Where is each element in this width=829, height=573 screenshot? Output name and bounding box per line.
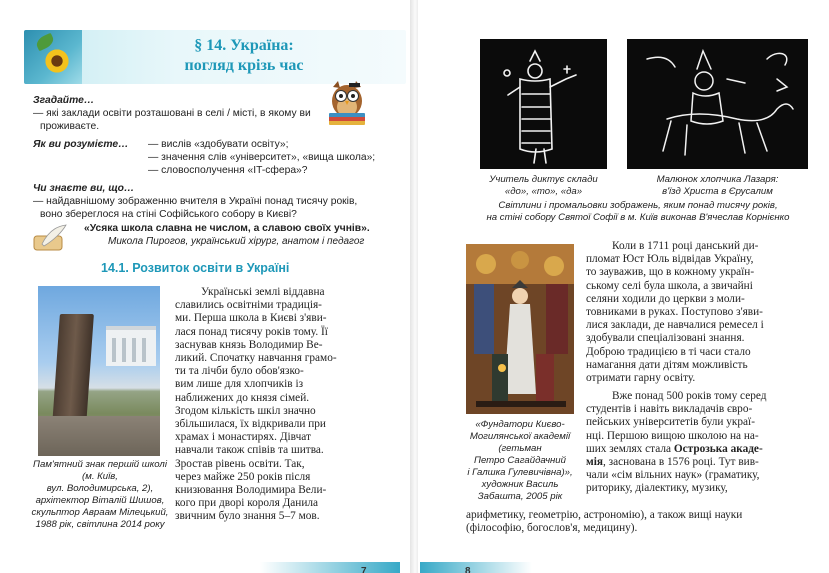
kyiv-mohyla-founders-painting (466, 244, 574, 414)
body-text-right-b: Вже понад 500 років тому серед студентів і навіть викладачів євро- пейських університетів були украї- нці. Першою вищою школою на на- ших землях стала Острозька акаде- мія, заснована в 1576 році. Тут вив- чали «сім вільних наук» (граматику, риторику, діалектику, музику, (586, 390, 767, 495)
page-number: 7 (361, 566, 367, 573)
painting-caption: «Фундатори Києво- Могилянської академії (гетьман Петро Сагайдачний і Галшка Гулевичівна)», художник Василь Забашта, 2005 рік (467, 419, 573, 502)
body-text-right-c: арифметику, геометрію, астрономію), а також вищі науки (філософію, богослов'я, медицину). (466, 509, 743, 535)
quill-scroll-icon (32, 224, 68, 252)
understand-item: — вислів «здобувати освіту»; (148, 139, 289, 150)
body-text-right-a: Коли в 1711 році данський ди- пломат Юст Юль відвідав Україну, то зауважив, що в кожному україн- ському селі була школа, а звичайні селяни ходили до церкви з моли- товниками в руках. Поступово з'яви- лися заклади, де навчалися ремесел і здобували спеціалізовані знання. Доброю традицією в ті часи стало намагання дати дітям можливість отримати гарну освіту. (586, 240, 764, 385)
quote-text: «Усяка школа славна не числом, а славою своїх учнів». (84, 223, 370, 234)
section-subtitle: погляд крізь час (184, 57, 304, 74)
page-number: 8 (465, 566, 471, 573)
body-text-left: Українські землі віддавна славились освітніми традиція- ми. Перша школа в Києві з'яви- лася понад тисячу років тому. Її заснував князь Володимир Ве- ликий. Спочатку навчання грамо- ти та лічби було обов'язко- вим лише для хлопчиків із наближених до князя сімей. Згодом кількість шкіл значно збільшилася, їх відкривали при храмах і монастирях. Дівчат навчали також співів та шитва. Зростав рівень освіти. Так, через майже 250 років після книзювання Володимира Вели- кого при дворі короля Данила звичним було знання 5–7 мов. (175, 286, 337, 523)
subsection-title: 14.1. Розвиток освіти в Україні (101, 261, 290, 275)
recall-text: — які заклади освіти розташовані в селі / місті, в якому ви (33, 108, 311, 119)
page-footer-bar (420, 562, 532, 573)
ostroh-academy-term: Острозька акаде- (673, 442, 763, 455)
understand-label: Як ви розумієте… (33, 139, 129, 150)
teacher-graffiti-image (480, 39, 607, 169)
memorial-photo (38, 286, 160, 456)
know-text: — найдавнішому зображенню вчителя в Україні понад тисячу років, (33, 196, 358, 207)
understand-item: — значення слів «університет», «вища школа»; (148, 152, 376, 163)
recall-text-cont: проживаєте. (40, 121, 100, 132)
understand-item: — словосполучення «IT-сфера»? (148, 165, 308, 176)
sunflower-icon (44, 48, 70, 74)
left-page (0, 0, 412, 573)
section-number-title: § 14. Україна: (194, 37, 294, 54)
lazar-image-caption: Малюнок хлопчика Лазаря: в'їзд Христа в Єрусалим (656, 174, 779, 197)
books-icon (329, 113, 365, 125)
know-label: Чи знаєте ви, що… (33, 183, 135, 194)
shared-photo-caption: Світлини і промальовки зображень, яким понад тисячу років, на стіні собору Святої Софії в м. Київ виконав В'ячеслав Корнієнко (486, 200, 790, 223)
lazar-graffiti-image (627, 39, 808, 169)
photo-caption: Пам'ятний знак першій школі (м. Київ, вул. Володимирська, 2), архітектор Віталій Шишов, скульптор Авраам Мілецький, 1988 рік, світлина 2014 року (31, 459, 169, 530)
teacher-image-caption: Учитель диктує склади «до», «то», «да» (489, 174, 598, 197)
page-footer-bar (260, 562, 400, 573)
know-text-cont: воно збереглося на стіні Софійського собору в Києві? (40, 209, 297, 220)
quote-author: Микола Пирогов, український хірург, анатом і педагог (108, 236, 365, 247)
recall-label: Згадайте… (33, 95, 95, 106)
